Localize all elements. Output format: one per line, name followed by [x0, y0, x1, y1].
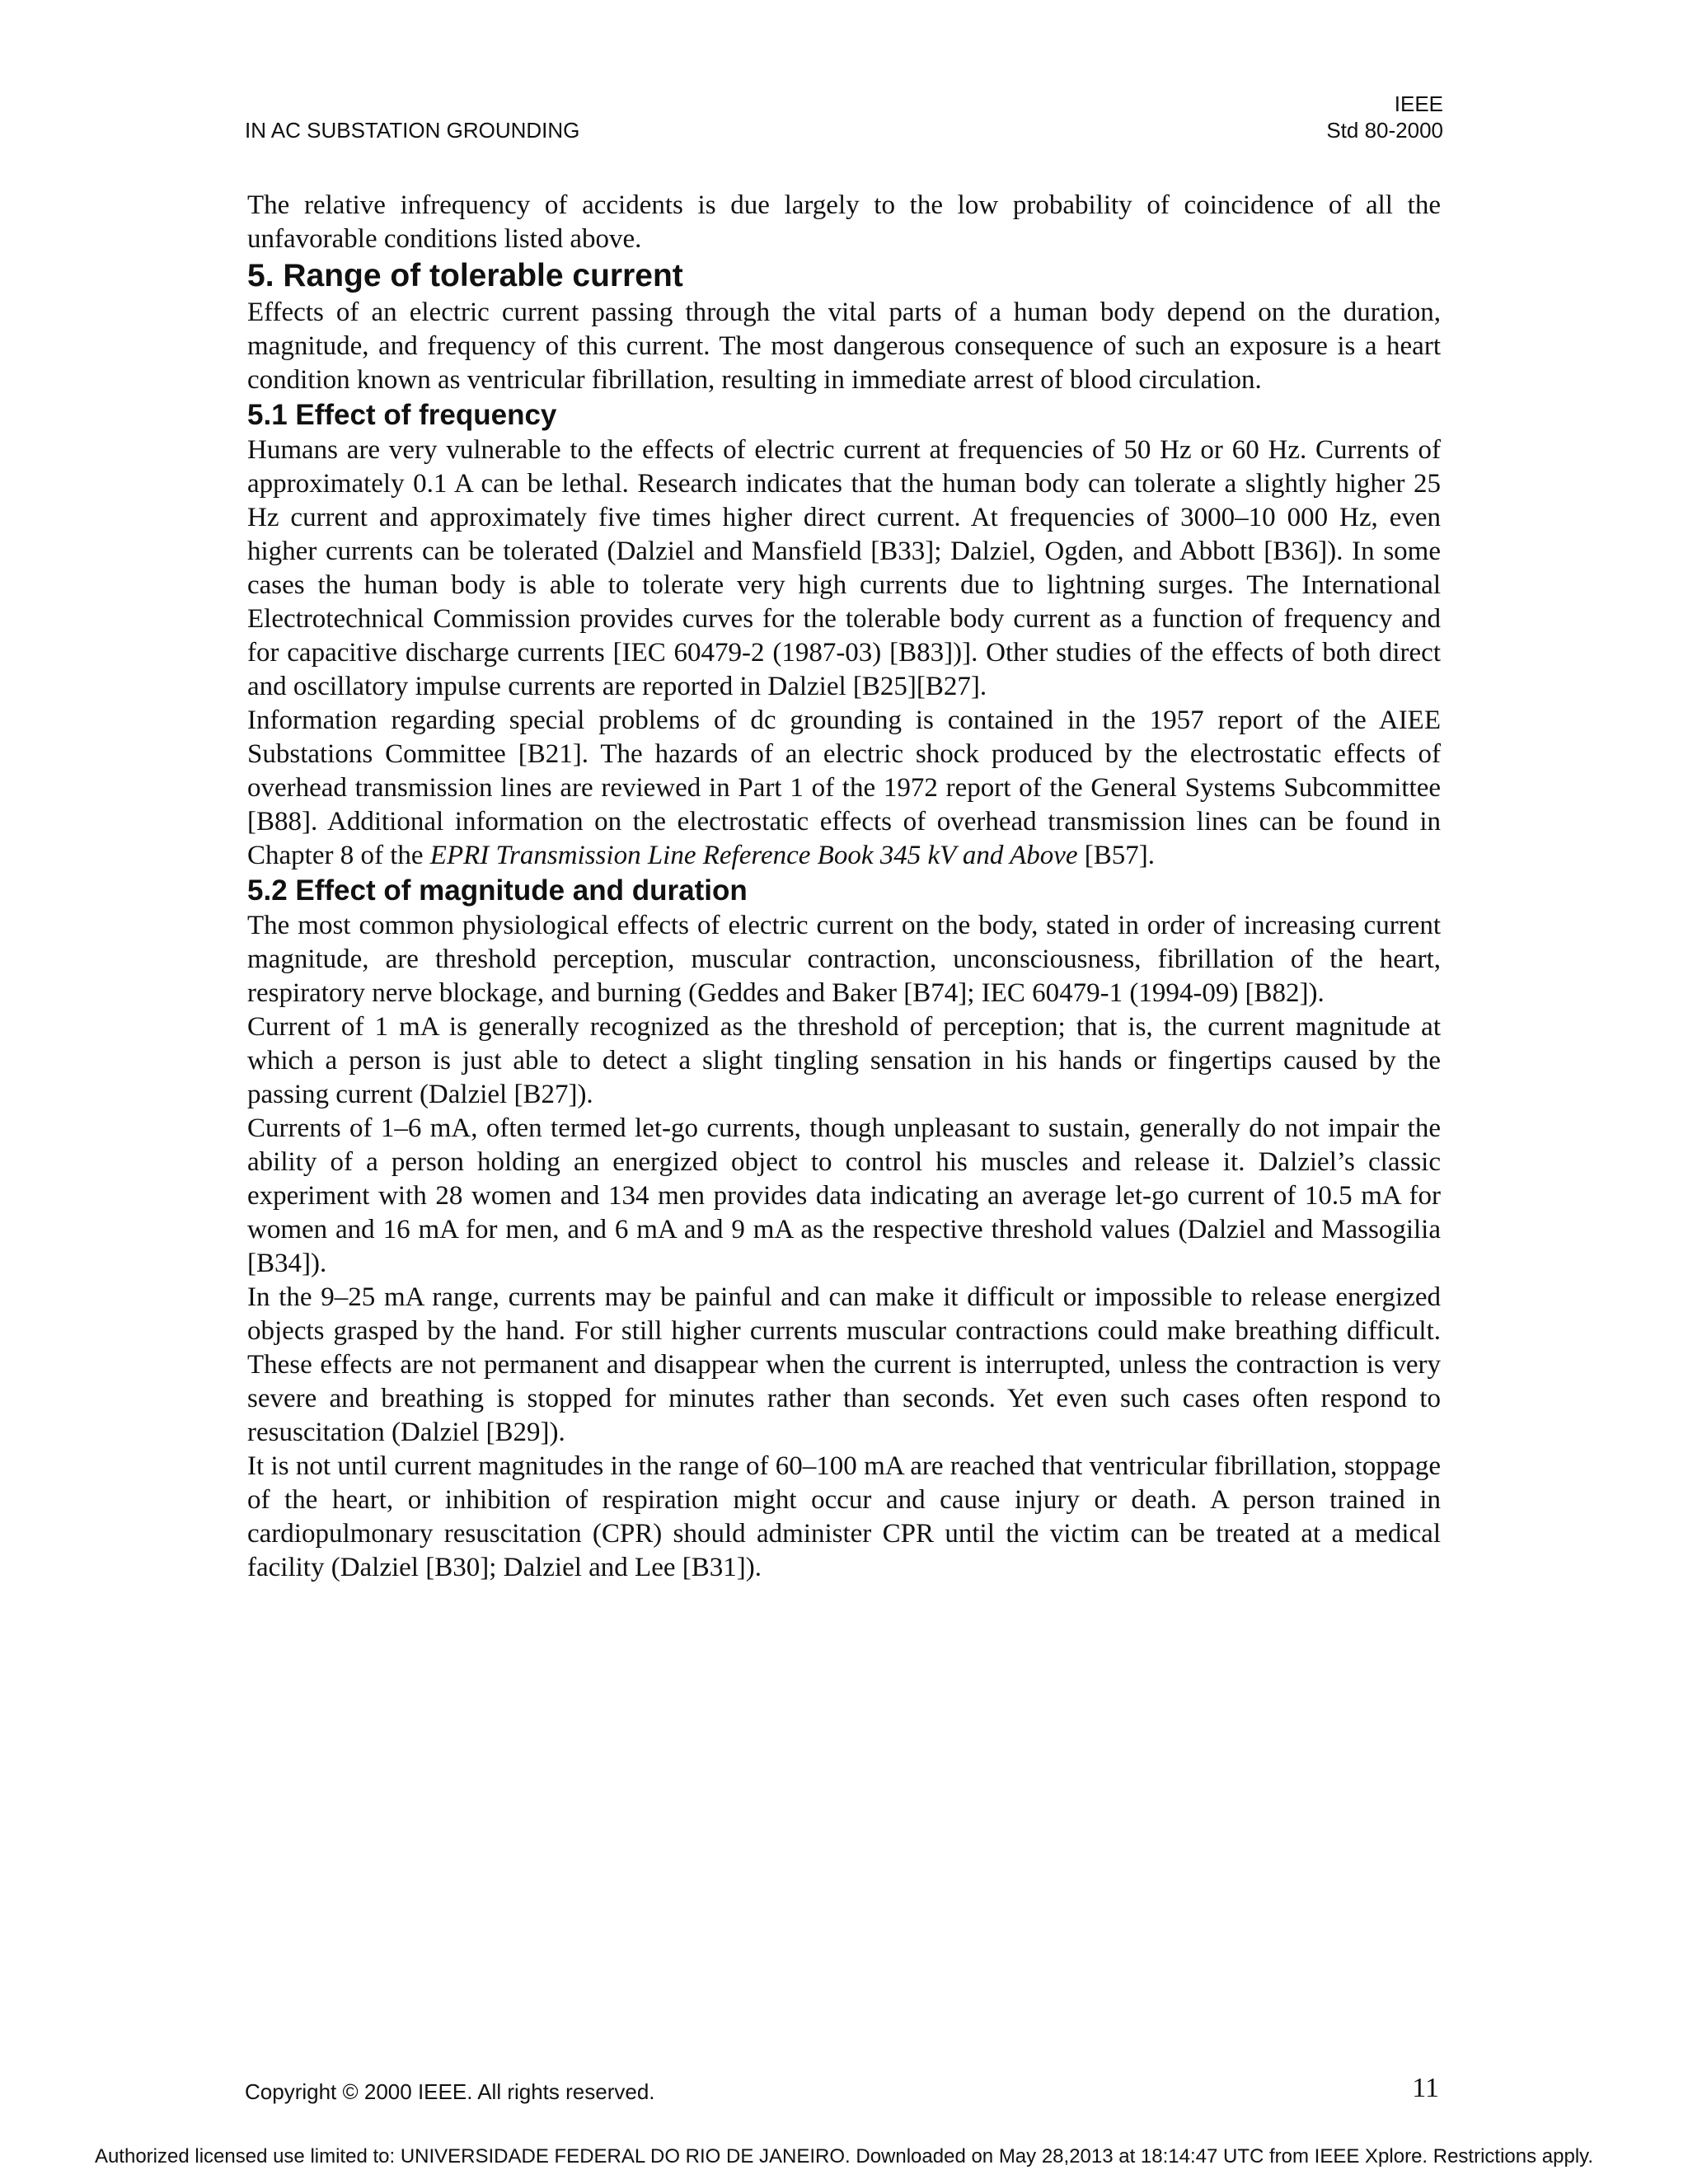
section-5-heading: 5. Range of tolerable current	[247, 258, 683, 293]
section-5-1-paragraph-1: Humans are very vulnerable to the effects of electric current at frequencies of 50 Hz or 60 Hz. Currents of approximately 0.1 A can be lethal. Research indicates that the human body can tolerate a slightly higher 25 Hz current and approximately five times higher direct current. At frequencies of 3000–10 000 Hz, even higher currents can be tolerated (Dalziel and Mansfield [B33]; Dalziel, Ogden, and Abbott [B36]). In some cases the human body is able to tolerate very high currents due to lightning surges. The International Electrotechnical Commission provides curves for the tolerable body current as a function of frequency and for capacitive discharge currents [IEC 60479-2 (1987-03) [B83])]. Other studies of the effects of both direct and oscillatory impulse currents are reported in Dalziel [B25][B27].	[247, 435, 1441, 701]
paragraph-text: Information regarding special problems of dc grounding is contained in the 1957 report of the AIEE Substations Committee [B21]. The hazards of an electric shock produced by the electrostatic effects of overhead transmission lines are reviewed in Part 1 of the 1972 report of the General Systems Subcommittee [B88]. Additional information on the electrostatic effects of overhead transmission lines can be found in Chapter 8 of the	[247, 705, 1441, 870]
epri-book-title: EPRI Transmission Line Reference Book 345 kV and Above	[429, 841, 1078, 870]
section-5-2-paragraph-3: Currents of 1–6 mA, often termed let-go currents, though unpleasant to sustain, generally do not impair the ability of a person holding an energized object to control his muscles and release it. Dalziel’s classic experiment with 28 women and 134 men provides data indicating an average let-go current of 10.5 mA for women and 16 mA for men, and 6 mA and 9 mA as the respective threshold values (Dalziel and Massogilia [B34]).	[247, 1113, 1441, 1278]
section-5-2-paragraph-4: In the 9–25 mA range, currents may be painful and can make it difficult or impossible to release energized objects grasped by the hand. For still higher currents muscular contractions could make breathing difficult. These effects are not permanent and disappear when the current is interrupted, unless the contraction is very severe and breathing is stopped for minutes rather than seconds. Yet even such cases often respond to resuscitation (Dalziel [B29]).	[247, 1282, 1441, 1447]
header-ieee-label: IEEE	[1394, 91, 1443, 116]
intro-paragraph: The relative infrequency of accidents is due largely to the low probability of coincidence of all the unfavorable conditions listed above.	[247, 190, 1441, 254]
header-std-number: Std 80-2000	[1326, 118, 1443, 143]
section-5-1-paragraph-2	[247, 704, 1441, 873]
section-5-paragraph: Effects of an electric current passing through the vital parts of a human body depend on the duration, magnitude, and frequency of this current. The most dangerous consequence of such an exposure is a heart condition known as ventricular fibrillation, resulting in immediate arrest of blood circulation.	[247, 298, 1441, 395]
section-5-2-paragraph-5: It is not until current magnitudes in the range of 60–100 mA are reached that ventricular fibrillation, stoppage of the heart, or inhibition of respiration might occur and cause injury or death. A person trained in cardiopulmonary resuscitation (CPR) should administer CPR until the victim can be treated at a medical facility (Dalziel [B30]; Dalziel and Lee [B31]).	[247, 1451, 1441, 1582]
page-body	[247, 189, 1441, 1585]
section-5-2-paragraph-2: Current of 1 mA is generally recognized as the threshold of perception; that is, the current magnitude at which a person is just able to detect a slight tingling sensation in his hands or fingertips caused by the passing current (Dalziel [B27]).	[247, 1012, 1441, 1109]
running-header-standard	[1326, 91, 1443, 143]
license-notice: Authorized licensed use limited to: UNIVERSIDADE FEDERAL DO RIO DE JANEIRO. Downloaded on May 28,2013 at 18:14:47 UTC from IEEE Xplore. Restrictions apply.	[94, 2145, 1594, 2168]
paragraph-text: [B57].	[1077, 841, 1156, 870]
copyright-notice: Copyright © 2000 IEEE. All rights reserved.	[245, 2079, 655, 2104]
section-5-1-heading: 5.1 Effect of frequency	[247, 399, 557, 431]
running-header-title: IN AC SUBSTATION GROUNDING	[245, 118, 580, 143]
section-5-2-paragraph-1: The most common physiological effects of electric current on the body, stated in order of increasing current magnitude, are threshold perception, muscular contraction, unconsciousness, fibrillation of the heart, respiratory nerve blockage, and burning (Geddes and Baker [B74]; IEC 60479-1 (1994-09) [B82]).	[247, 911, 1441, 1008]
page-number: 11	[1412, 2073, 1439, 2103]
section-5-2-heading: 5.2 Effect of magnitude and duration	[247, 874, 748, 907]
